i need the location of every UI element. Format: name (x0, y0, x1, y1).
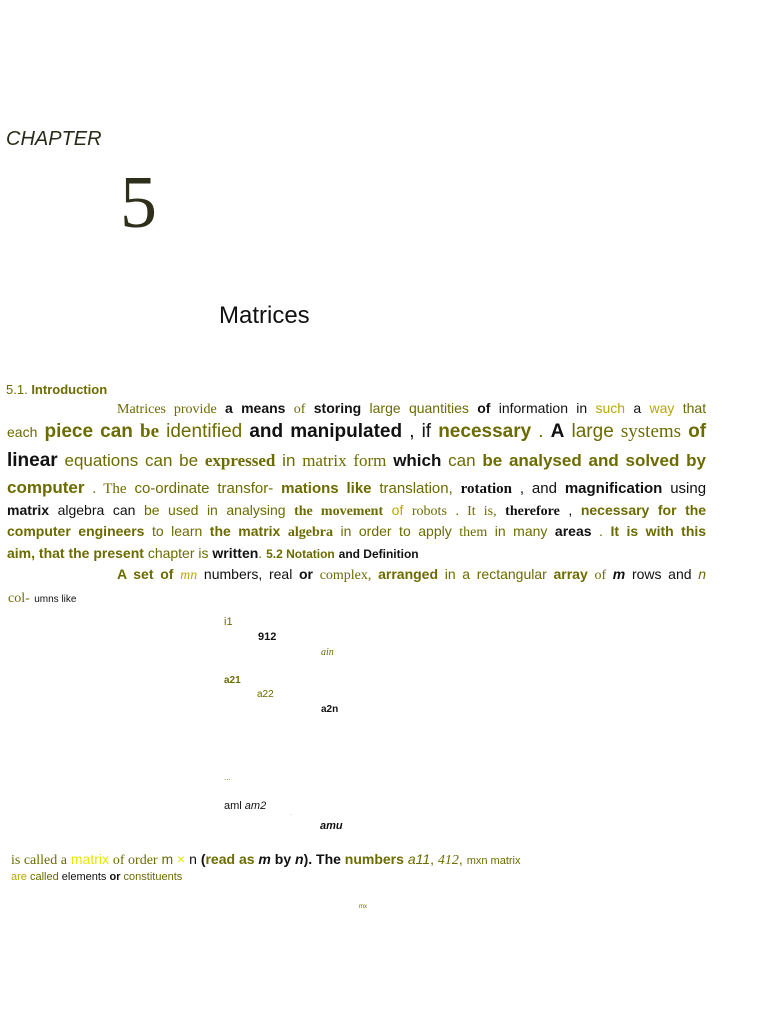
matrix-dot: · (290, 812, 292, 818)
intro-line-7: aim, that the present chapter is written. 5.2 Notation and Definition (7, 545, 419, 561)
section-title: Introduction (31, 382, 108, 397)
matrix-entry-am1: aml am2 (224, 800, 267, 812)
intro-line-2: each piece can be identified and manipulated , if necessary . A large systems of (7, 421, 707, 442)
definition-line-2: col- umns like (8, 591, 77, 606)
intro-line-4: computer . The co-ordinate transfor- mations like translation, rotation , and magnification using (7, 478, 707, 497)
chapter-title: Matrices (219, 302, 310, 329)
after-matrix-line-1: is called a matrix of order m × n (read as m by n). The numbers a11, 412, mxn matrix (11, 851, 521, 868)
chapter-number: 5 (120, 162, 157, 244)
after-matrix-line-2: are called elements or constituents (11, 871, 183, 883)
chapter-label: CHAPTER (6, 128, 102, 150)
matrix-entry-a11: i1 (224, 616, 233, 628)
matrix-vertical-dots: ... (224, 773, 231, 782)
definition-line-1: A set of mn numbers, real or complex, arranged in a rectangular array of m rows and n (117, 566, 707, 583)
footer-mark: mx (359, 904, 367, 910)
matrix-entry-amn: amu (320, 820, 343, 832)
matrix-entry-a21: a21 (224, 675, 241, 686)
section-heading-introduction (6, 382, 107, 397)
intro-line-3: linear equations can be expressed in matrix form which can be analysed and solved by (7, 450, 706, 471)
intro-line-1: Matrices provide a means of storing large quantities of information in such a way that (117, 400, 707, 417)
matrix-entry-a22: a22 (257, 689, 274, 700)
matrix-entry-a2n: a2n (321, 704, 339, 715)
intro-line-5: matrix algebra can be used in analysing the movement of robots . It is, therefore , necessary for the (7, 502, 707, 519)
intro-line-6: computer engineers to learn the matrix algebra in order to apply them in many areas . It is with this (7, 523, 707, 540)
matrix-entry-a1n: ain (321, 647, 334, 658)
matrix-entry-a12: 912 (258, 631, 277, 643)
section-number: 5.1. (6, 382, 28, 397)
